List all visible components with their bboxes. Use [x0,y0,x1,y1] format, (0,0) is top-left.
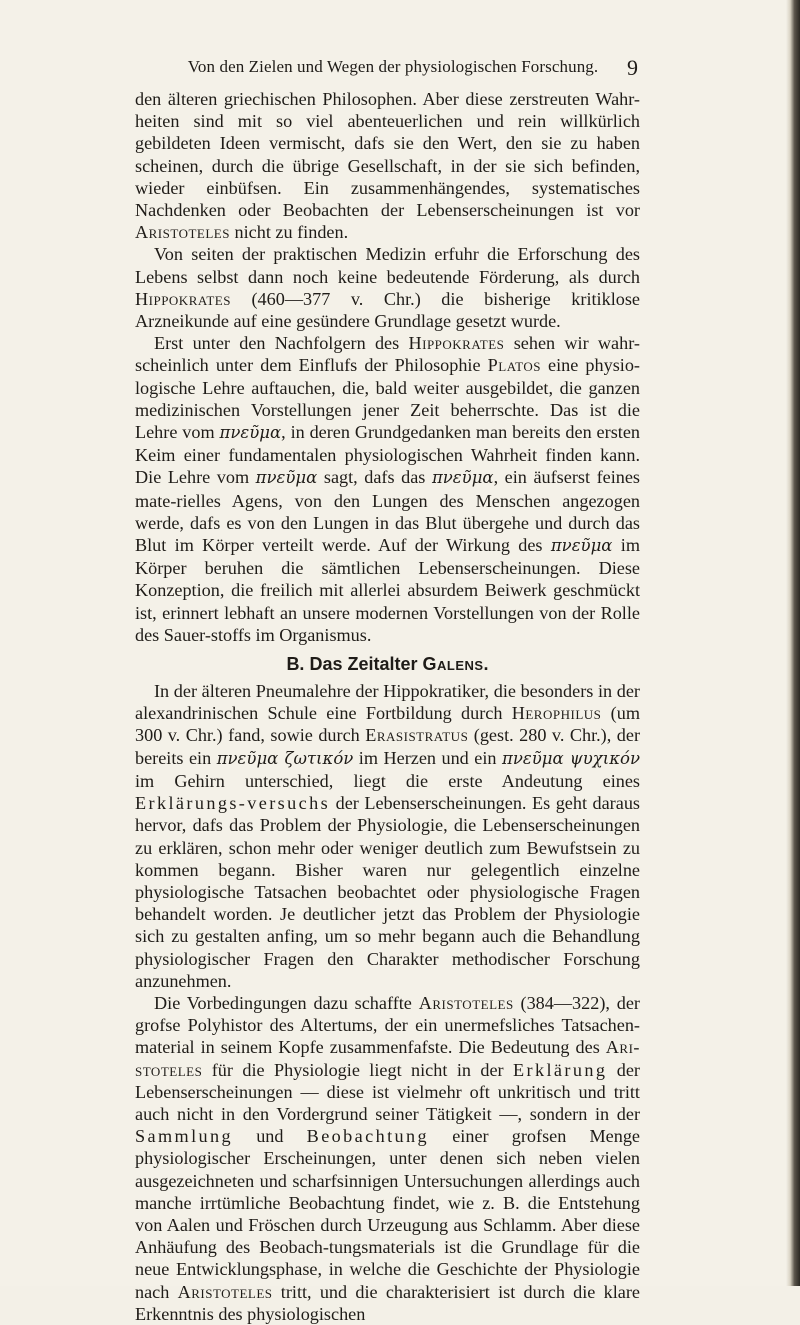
text-run: der Lebenserscheinungen. Es geht daraus hervor, dafs das Problem der Physiologie, die Lebenserscheinungen zu erklären, schon mehr oder weniger deutlich zum Bewufstsein zu kommen begann. Bisher waren nur gelegentlich einzelne physiologische Tatsachen beobachtet oder physiologische Fragen behandelt worden. Je deutlicher jetzt das Problem der Physiologie sich zu gestalten anfing, um so mehr begann auch die Behandlung physiologischer Fragen den Charakter methodischer Forschung anzunehmen. [135,793,640,991]
spaced-emphasis: Sammlung [135,1126,234,1147]
text-run: einer grofsen Menge physiologischer Erscheinungen, unter denen sich neben vielen ausgezeichneten und scharfsinnigen Untersuchungen allerdings auch manche irrtümliche Beobachtung findet, wie z. B. die Entstehung von Aalen und Fröschen durch Urzeugung aus Schlamm. Aber diese Anhäufung des Beobach-tungsmaterials ist die Grundlage für die neue Entwicklungsphase, in welche die Geschichte der Physiologie nach [135,1126,640,1302]
person-name: Aristoteles [177,1281,273,1302]
text-run: und [233,1126,307,1147]
text-run: für die Physiologie liegt nicht in der [202,1059,514,1080]
person-name: Aristoteles [135,222,230,243]
paragraph [135,243,640,332]
running-head [0,57,786,83]
text-run: In der älteren Pneumalehre der Hippokratiker, die besonders in der alexandrinischen Schule eine Fortbildung durch [135,681,640,724]
paragraph [135,680,640,992]
spaced-emphasis: Erklärung [513,1059,608,1080]
spaced-emphasis: Beobachtung [306,1126,430,1147]
text-run: , in deren Grundgedanken man bereits den ersten Keim einer fundamentalen physiologischen Wahrheit finden kann. Die Lehre vom [135,422,640,488]
person-name: Platos [487,355,541,376]
page-number: 9 [627,55,638,80]
person-name: Hippokrates [135,288,231,309]
greek-term: πνεῦμα [219,423,282,443]
text-run: den älteren griechischen Philosophen. Aber diese zerstreuten Wahr-heiten sind mit so viel abenteuerlichen und rein willkürlich gebildeten Ideen vermischt, dafs sie den Wert, den sie zu haben scheinen, durch die übrige Gesellschaft, in der sie sich befinden, wieder einbüfsen. Ein zusammenhängendes, systematisches Nachdenken oder Beobachten der Lebenserscheinungen ist vor [135,89,640,221]
paragraph [135,88,640,243]
text-run: eine physio-logische Lehre auftauchen, die, bald weiter ausgebildet, die ganzen medizinischen Vorstellungen jener Zeit beherrschte. Das ist die Lehre vom [135,355,640,443]
person-name: Hippokrates [408,333,505,354]
person-name: Erasistratus [365,725,469,746]
text-run: (gest. 280 v. Chr.), der bereits ein [135,725,640,768]
text-run: (um 300 v. Chr.) fand, sowie durch [135,703,640,746]
spaced-emphasis: Erklärungs-versuchs [135,793,331,814]
text-run: tritt, und die charakterisiert ist durch die klare Erkenntnis des physiologischen [135,1281,640,1324]
text-run: , ein äufserst feines mate-rielles Agens, von den Lungen des Menschen angezogen werde, dafs es von den Lungen in das Blut übergehe und durch das Blut im Körper verteilt werde. Auf der Wirkung des [135,467,640,556]
person-name: Aristoteles [418,992,514,1013]
text-run: sehen wir wahr-scheinlich unter dem Einflufs der Philosophie [135,333,640,376]
page-edge [786,0,800,1286]
text-run: im Herzen und ein [353,747,502,768]
person-name: Ari-stoteles [135,1037,640,1080]
text-run: nicht zu finden. [229,222,349,243]
paragraph [135,992,640,1325]
greek-term: πνεῦμα [550,536,613,556]
text-run: Die Vorbedingungen dazu schaffte [154,992,419,1013]
section-label: B. Das Zeitalter [286,654,423,675]
greek-term: πνεῦμα [431,468,494,488]
text-run: . [483,654,489,675]
running-title: Von den Zielen und Wegen der physiologischen Forschung. [187,57,599,76]
greek-term: πνεῦμα ζωτικόν [216,748,354,768]
greek-term: πνεῦμα ψυχικόν [501,748,641,768]
text-run: (384—322), der grofse Polyhistor des Altertums, der ein unermefsliches Tatsachen-material in seinem Kopfe zusammenfafste. Die Bedeutung des [135,992,640,1058]
greek-term: πνεῦμα [255,468,318,488]
person-name: Herophilus [511,703,602,724]
paragraph [135,332,640,646]
text-run: Erst unter den Nachfolgern des [154,333,409,354]
text-run: der Lebenserscheinungen — diese ist vielmehr oft unkritisch und tritt auch nicht in den Vordergrund seiner Tätigkeit —, sondern in der [135,1059,640,1124]
person-name: Galens [422,654,484,675]
text-run: sagt, dafs das [317,467,432,488]
text-run: im Gehirn unterschied, liegt die erste Andeutung eines [135,770,640,791]
text-run: Von seiten der praktischen Medizin erfuhr die Erforschung des Lebens selbst dann noch keine bedeutende Förderung, als durch [135,244,640,287]
text-run: (460—377 v. Chr.) die bisherige kritiklose Arzneikunde auf eine gesündere Grundlage gesetzt wurde. [135,288,640,332]
section-heading [135,653,640,675]
body-text [135,88,640,1325]
text-run: im Körper beruhen die sämtlichen Lebenserscheinungen. Diese Konzeption, die freilich mit allerlei absurdem Beiwerk geschmückt ist, erinnert lebhaft an unsere modernen Vorstellungen von der Rolle des Sauer-stoffs im Organismus. [135,535,640,645]
